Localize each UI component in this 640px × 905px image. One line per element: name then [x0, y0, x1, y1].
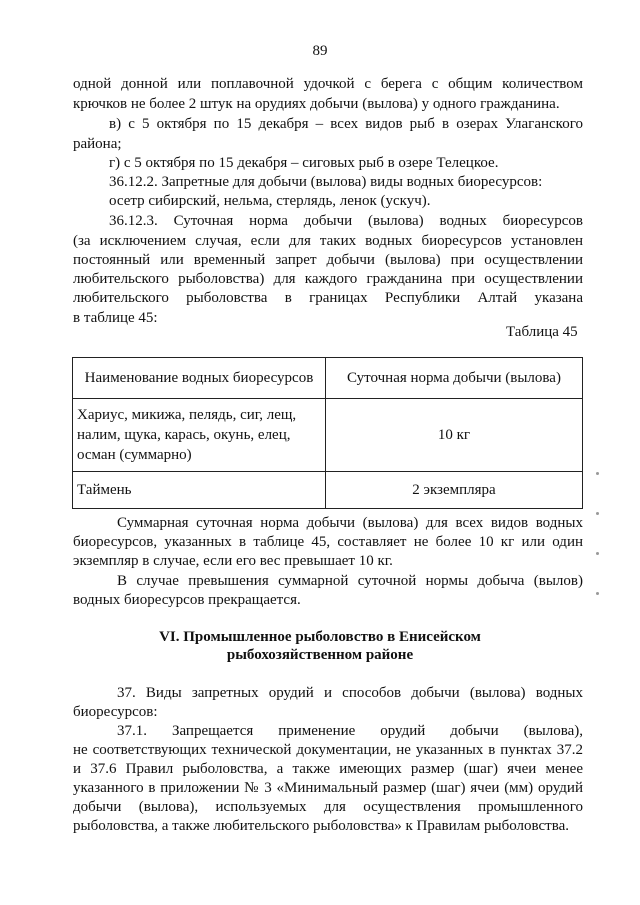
table-row: [73, 472, 583, 509]
scan-dot: [596, 472, 599, 475]
text-line: водных биоресурсов прекращается.: [73, 592, 301, 608]
text-line: одной донной или поплавочной удочкой с берега с общим количеством: [73, 76, 583, 92]
text-line: В случае превышения суммарной суточной нормы добыча (вылов): [117, 573, 583, 589]
table-label: Таблица 45: [506, 324, 578, 340]
cell-line: налим, щука, карась, окунь, елец,: [77, 427, 291, 443]
cell-line: осман (суммарно): [77, 447, 192, 463]
text-line: в таблице 45:: [73, 310, 158, 326]
text-line: 37.1. Запрещается применение орудий добычи (вылова),: [117, 723, 583, 739]
text-line: любительского рыболовства в границах Республики Алтай указана: [73, 290, 583, 306]
norm-cell: 10 кг: [326, 399, 583, 472]
page-number: 89: [312, 43, 328, 59]
table-header-row: [73, 358, 583, 399]
scan-dot: [596, 592, 599, 595]
text-line: крючков не более 2 штук на орудиях добычи (вылова) у одного гражданина.: [73, 96, 560, 112]
section-heading: рыбохозяйственном районе: [226, 647, 414, 663]
scan-dot: [596, 512, 599, 515]
text-line: (за исключением случая, если для таких водных биоресурсов установлен: [73, 233, 583, 249]
text-line: 36.12.2. Запретные для добычи (вылова) виды водных биоресурсов:: [109, 174, 543, 190]
text-line: указанного в приложении № 3 «Минимальный размер (шаг) ячеи (мм) орудий: [73, 780, 583, 796]
species-cell: [73, 472, 326, 509]
text-line: Суммарная суточная норма добычи (вылова) для всех видов водных: [117, 515, 583, 531]
text-line: экземпляр в случае, если его вес превышает 10 кг.: [73, 553, 393, 569]
text-line: и 37.6 Правил рыболовства, а также имеющих размер (шаг) ячеи менее: [73, 761, 583, 777]
text-line: 36.12.3. Суточная норма добычи (вылова) водных биоресурсов: [109, 213, 583, 229]
text-line: осетр сибирский, нельма, стерлядь, ленок (ускуч).: [109, 193, 431, 209]
text-line: добычи (вылова), используемых для осуществления промышленного: [73, 799, 583, 815]
scan-dot: [596, 552, 599, 555]
section-heading: VI. Промышленное рыболовство в Енисейском: [159, 629, 481, 645]
text-line: любительского рыболовства) для каждого гражданина при осуществлении: [73, 271, 583, 287]
table-row: [73, 399, 583, 472]
text-line: 37. Виды запретных орудий и способов добычи (вылова) водных: [117, 685, 583, 701]
text-line: района;: [73, 136, 122, 152]
text-line: рыболовства, а также любительского рыболовства» к Правилам рыболовства.: [73, 818, 570, 834]
text-line: биоресурсов:: [73, 704, 158, 720]
cell-line: Таймень: [77, 482, 132, 498]
text-line: в) с 5 октября по 15 декабря – всех видов рыб в озерах Улаганского: [109, 116, 583, 132]
species-cell: [73, 399, 326, 472]
column-header: Наименование водных биоресурсов: [73, 358, 326, 399]
text-line: биоресурсов, указанных в таблице 45, составляет не более 10 кг или один: [73, 534, 583, 550]
text-line: постоянный или временный запрет добычи (вылова) при осуществлении: [73, 252, 583, 268]
text-line: г) с 5 октября по 15 декабря – сиговых рыб в озере Телецкое.: [109, 155, 499, 171]
norm-cell: 2 экземпляра: [326, 472, 583, 509]
text-line: не соответствующих технической документации, не указанных в пунктах 37.2: [73, 742, 583, 758]
cell-line: Хариус, микижа, пелядь, сиг, лещ,: [77, 407, 297, 423]
column-header: Суточная норма добычи (вылова): [326, 358, 583, 399]
norms-table: [72, 357, 583, 509]
